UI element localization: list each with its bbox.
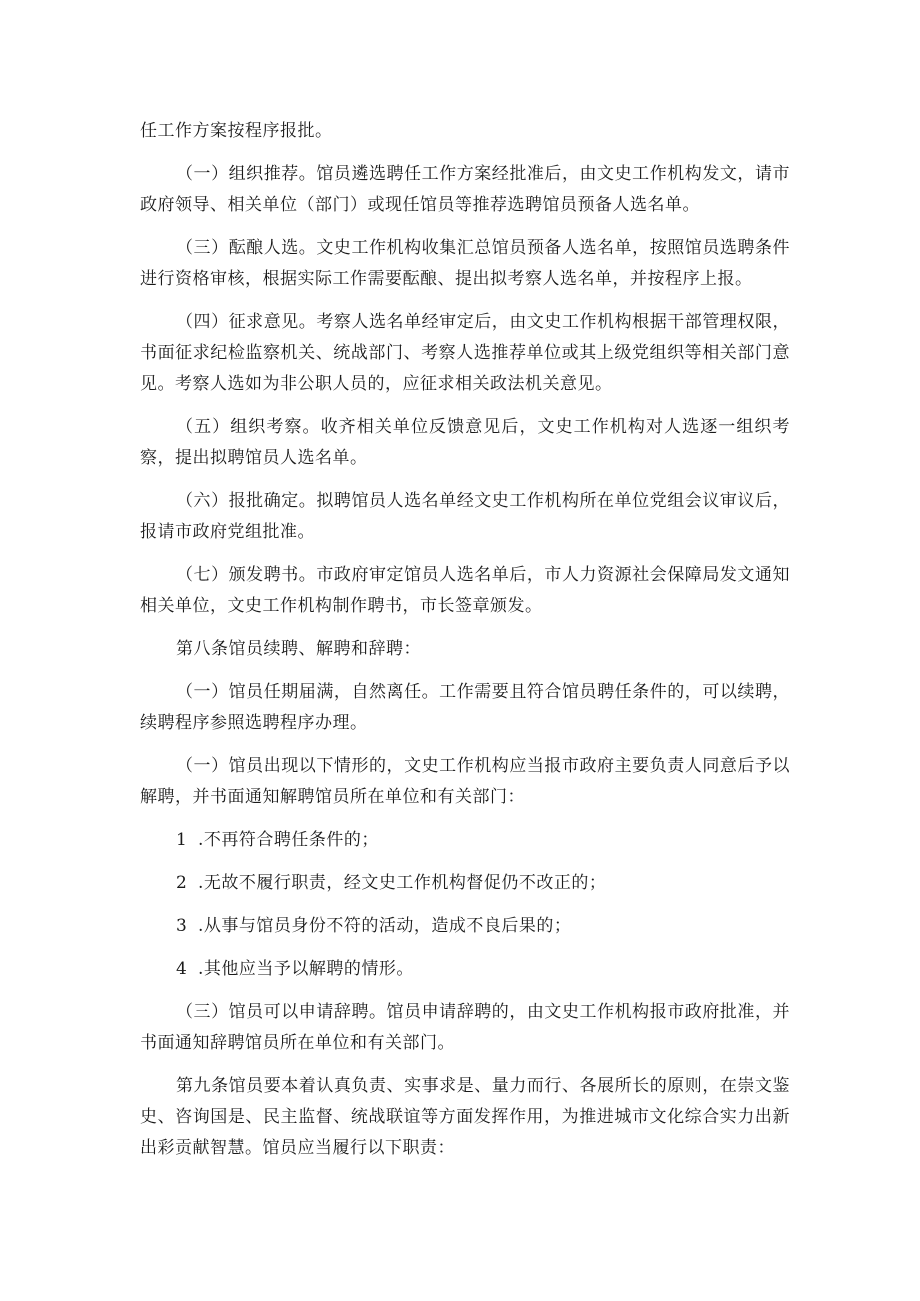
paragraph: （三）酝酿人选。文史工作机构收集汇总馆员预备人选名单，按照馆员选聘条件进行资格审核，根据实际工作需要酝酿、提出拟考察人选名单，并按程序上报。 (140, 238, 790, 289)
list-text: .其他应当予以解聘的情形。 (198, 959, 414, 979)
list-number: 4 (176, 959, 188, 979)
list-text: .不再符合聘任条件的； (198, 830, 379, 850)
list-item (140, 954, 790, 985)
list-number: 1 (176, 830, 188, 850)
list-text: .从事与馆员身份不符的活动，造成不良后果的； (198, 916, 572, 936)
paragraph: （五）组织考察。收齐相关单位反馈意见后，文史工作机构对人选逐一组织考察，提出拟聘馆员人选名单。 (140, 417, 790, 468)
paragraph: （六）报批确定。拟聘馆员人选名单经文史工作机构所在单位党组会议审议后，报请市政府党组批准。 (140, 491, 790, 542)
list-item (140, 911, 790, 942)
paragraph: （一）组织推荐。馆员遴选聘任工作方案经批准后，由文史工作机构发文，请市政府领导、相关单位（部门）或现任馆员等推荐选聘馆员预备人选名单。 (140, 164, 790, 215)
list-item (140, 825, 790, 856)
paragraph: （七）颁发聘书。市政府审定馆员人选名单后，市人力资源社会保障局发文通知相关单位，文史工作机构制作聘书，市长签章颁发。 (140, 565, 790, 616)
list-item (140, 868, 790, 899)
paragraph: （一）馆员任期届满，自然离任。工作需要且符合馆员聘任条件的，可以续聘，续聘程序参照选聘程序办理。 (140, 682, 790, 733)
list-number: 3 (176, 916, 188, 936)
paragraph: （一）馆员出现以下情形的，文史工作机构应当报市政府主要负责人同意后予以解聘，并书面通知解聘馆员所在单位和有关部门： (140, 756, 790, 807)
paragraph: 任工作方案按程序报批。 (140, 121, 333, 141)
paragraph: （三）馆员可以申请辞聘。馆员申请辞聘的，由文史工作机构报市政府批准，并书面通知辞聘馆员所在单位和有关部门。 (140, 1002, 790, 1053)
list-number: 2 (176, 873, 188, 893)
list-text: .无故不履行职责，经文史工作机构督促仍不改正的； (198, 873, 607, 893)
article-heading-paragraph: 第九条馆员要本着认真负责、实事求是、量力而行、各展所长的原则，在崇文鉴史、咨询国是、民主监督、统战联谊等方面发挥作用，为推进城市文化综合实力出新出彩贡献智慧。馆员应当履行以下职责： (140, 1076, 790, 1158)
paragraph: （四）征求意见。考察人选名单经审定后，由文史工作机构根据干部管理权限，书面征求纪检监察机关、统战部门、考察人选推荐单位或其上级党组织等相关部门意见。考察人选如为非公职人员的，应征求相关政法机关意见。 (140, 312, 790, 394)
article-heading: 第八条馆员续聘、解聘和辞聘： (176, 639, 421, 659)
document-page (140, 116, 790, 1176)
